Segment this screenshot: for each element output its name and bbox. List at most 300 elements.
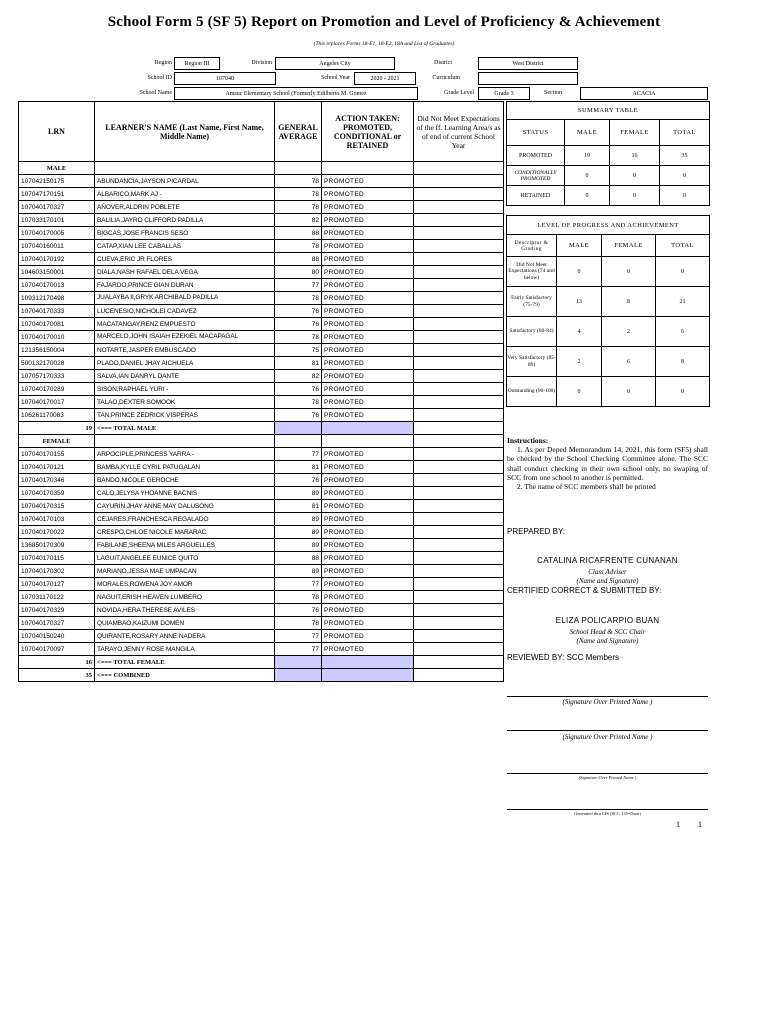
expectations-cell [414, 188, 504, 201]
general-average-cell: 76 [275, 305, 322, 318]
total-male-row-count: 19 [19, 422, 95, 435]
expectations-cell [414, 201, 504, 214]
school-id-value: 107040 [174, 72, 276, 85]
lrn-cell: 107040170329 [19, 604, 95, 617]
curriculum-label: Curriculum [432, 75, 460, 81]
adviser-role: Class Adviser [588, 568, 627, 576]
table-row [19, 357, 504, 370]
signature-line-1 [507, 696, 708, 697]
school-head-name: ELIZA POLICARPIO BUAN [555, 616, 660, 625]
progress-header-row [507, 235, 710, 257]
lrn-cell: 106261170083 [19, 409, 95, 422]
learner-name-cell: FABILANE,SHEENA MILES ARGUELLES [95, 539, 275, 552]
action-taken-cell: PROMOTED [322, 240, 414, 253]
table-row [19, 279, 504, 292]
table-row [19, 565, 504, 578]
table-row [19, 643, 504, 656]
action-taken-cell: PROMOTED [322, 253, 414, 266]
table-row [19, 344, 504, 357]
progress-table [506, 215, 710, 407]
lrn-cell: 107042150175 [19, 175, 95, 188]
page-count: 1 [698, 820, 702, 829]
table-row [19, 526, 504, 539]
general-average-cell: 76 [275, 604, 322, 617]
lrn-cell: 500132170028 [19, 357, 95, 370]
table-row [19, 578, 504, 591]
progress-female-cell: 2 [602, 317, 656, 347]
signature-line-3 [507, 773, 708, 774]
action-taken-cell: PROMOTED [322, 474, 414, 487]
table-row [19, 370, 504, 383]
section-label: Section [544, 90, 562, 96]
action-taken-cell: PROMOTED [322, 331, 414, 344]
learner-name-cell: CATAP,XIAN LEE CABALLAS [95, 240, 275, 253]
expectations-cell [414, 227, 504, 240]
expectations-header: Did Not Meet Expectations of the ff. Learning Area/s as of end of current School Year [414, 102, 504, 162]
instructions-text-2: 2. The name of SCC members shall be printed [517, 482, 656, 492]
table-row [19, 630, 504, 643]
progress-row [507, 317, 710, 347]
table-row [19, 266, 504, 279]
action-taken-cell: PROMOTED [322, 448, 414, 461]
expectations-cell [414, 604, 504, 617]
expectations-cell [414, 643, 504, 656]
table-row [19, 409, 504, 422]
instructions [507, 436, 708, 514]
general-average-cell: 89 [275, 513, 322, 526]
progress-total-cell: 8 [656, 347, 710, 377]
lrn-cell: 107040170097 [19, 643, 95, 656]
progress-header-cell: MALE [557, 235, 602, 257]
action-taken-cell: PROMOTED [322, 344, 414, 357]
table-row [19, 318, 504, 331]
summary-male-cell: 0 [565, 186, 610, 206]
summary-header-cell: STATUS [507, 120, 565, 146]
learner-name-cell: CUEVA,ERIC JR FLORES [95, 253, 275, 266]
page-title: School Form 5 (SF 5) Report on Promotion and Level of Proficiency & Achievement [107, 14, 661, 30]
table-row [19, 240, 504, 253]
learner-name-cell: TALAO,DEXTER SOMOOK [95, 396, 275, 409]
expectations-cell [414, 461, 504, 474]
action-taken-cell: PROMOTED [322, 201, 414, 214]
expectations-cell [414, 240, 504, 253]
expectations-cell [414, 500, 504, 513]
shaded-cell [275, 656, 322, 669]
lrn-cell: 107040170010 [19, 331, 95, 344]
action-taken-cell: PROMOTED [322, 227, 414, 240]
shaded-cell [322, 422, 414, 435]
general-average-cell: 88 [275, 227, 322, 240]
progress-row [507, 377, 710, 407]
summary-title-row [507, 102, 710, 120]
learner-name-cell: MACATANGAY,RENZ EMPUESTO [95, 318, 275, 331]
lrn-cell: 107040170327 [19, 617, 95, 630]
lrn-cell: 107040170017 [19, 396, 95, 409]
action-taken-cell: PROMOTED [322, 396, 414, 409]
summary-status-cell: PROMOTED [507, 146, 565, 166]
table-row [19, 617, 504, 630]
learner-name-cell: ALBARICO,MARK AJ - [95, 188, 275, 201]
signature-caption-1: (Signature Over Printed Name ) [562, 698, 653, 706]
expectations-cell [414, 344, 504, 357]
table-row [19, 539, 504, 552]
action-taken-cell: PROMOTED [322, 214, 414, 227]
general-average-cell: 77 [275, 578, 322, 591]
learner-name-cell: BAMBA,KYLLE CYRIL PATUGALAN [95, 461, 275, 474]
expectations-cell [414, 279, 504, 292]
expectations-cell [414, 617, 504, 630]
general-average-cell: 89 [275, 565, 322, 578]
adviser-hint: (Name and Signature) [576, 577, 639, 585]
progress-header-cell: FEMALE [602, 235, 656, 257]
general-average-cell: 77 [275, 643, 322, 656]
general-average-cell: 77 [275, 630, 322, 643]
female-section-row [19, 435, 504, 448]
lrn-header: LRN [19, 102, 95, 162]
general-average-cell: 76 [275, 318, 322, 331]
empty-cell [275, 435, 322, 448]
instructions-text: 1. As per Deped Memorandum 14, 2021, this form (SF5) shall be checked by the School Checking Committee alone. The SCC shall conduct checking in their own school only, no swaping of SCC from one school to another is permitted. [507, 445, 708, 482]
table-row [19, 188, 504, 201]
progress-descriptor-cell: Satisfactory (80-84) [507, 317, 557, 347]
table-row [19, 305, 504, 318]
action-taken-cell: PROMOTED [322, 500, 414, 513]
progress-row [507, 287, 710, 317]
expectations-cell [414, 513, 504, 526]
school-year-value: 2020 - 2021 [354, 72, 416, 85]
table-row [19, 474, 504, 487]
progress-row [507, 347, 710, 377]
lrn-cell: 107040170289 [19, 383, 95, 396]
action-taken-cell: PROMOTED [322, 604, 414, 617]
general-average-cell: 76 [275, 383, 322, 396]
table-row [19, 383, 504, 396]
table-row [19, 214, 504, 227]
learner-name-cell: MARCELO,JOHN ISAIAH EZEKIEL MACAPAGAL [95, 331, 275, 344]
learner-name-cell: QUIRANTE,ROSARY ANNE NADERA [95, 630, 275, 643]
signature-caption-3: (Signature Over Printed Name ) [578, 775, 637, 780]
general-average-cell: 88 [275, 552, 322, 565]
action-taken-cell: PROMOTED [322, 565, 414, 578]
action-taken-cell: PROMOTED [322, 266, 414, 279]
general-average-cell: 77 [275, 279, 322, 292]
grade-level-value: Grade 3 [478, 87, 530, 100]
summary-row [507, 186, 710, 206]
summary-female-cell: 16 [610, 146, 660, 166]
empty-cell [322, 435, 414, 448]
action-taken-cell: PROMOTED [322, 318, 414, 331]
learner-name-cell: NAGUIT,ERISH HEAVEN LUMBERO [95, 591, 275, 604]
lrn-cell: 107040170121 [19, 461, 95, 474]
progress-total-cell: 0 [656, 377, 710, 407]
progress-total-cell: 6 [656, 317, 710, 347]
district-label: District [434, 60, 452, 66]
female-section-row-label: FEMALE [19, 435, 95, 448]
action-taken-cell: PROMOTED [322, 552, 414, 565]
lrn-cell: 107040150240 [19, 630, 95, 643]
lrn-cell: 107040170315 [19, 500, 95, 513]
learner-name-cell: TARAYO,JENNY ROSE MANGILA [95, 643, 275, 656]
learner-name-cell: LAGUIT,ANGELEE EUNICE QUITO [95, 552, 275, 565]
progress-male-cell: 0 [557, 257, 602, 287]
lrn-cell: 107040170127 [19, 578, 95, 591]
district-value: West District [478, 57, 578, 70]
summary-row [507, 146, 710, 166]
table-row [19, 513, 504, 526]
table-row [19, 487, 504, 500]
learner-name-cell: MARIANO,JESSA MAE UMPACAN [95, 565, 275, 578]
total-male-row [19, 422, 504, 435]
learner-name-cell: MORALES,ROWENA JOY AMOR [95, 578, 275, 591]
progress-male-cell: 2 [557, 347, 602, 377]
expectations-cell [414, 409, 504, 422]
prepared-by-label: PREPARED BY: [507, 527, 566, 536]
learner-name-cell: CRESPO,CHLOE NICOLE MARARAC [95, 526, 275, 539]
region-label: Region [154, 60, 172, 66]
combined-total-row-label: <=== COMBINED [95, 669, 275, 682]
lrn-cell: 107040170302 [19, 565, 95, 578]
male-section-row [19, 162, 504, 175]
general-average-cell: 81 [275, 500, 322, 513]
general-average-cell: 77 [275, 448, 322, 461]
shaded-cell [322, 656, 414, 669]
table-row [19, 604, 504, 617]
table-header-row [19, 102, 504, 162]
reviewed-by-label: REVIEWED BY: SCC Members [507, 653, 620, 662]
summary-header-cell: MALE [565, 120, 610, 146]
action-taken-cell: PROMOTED [322, 617, 414, 630]
empty-cell [322, 162, 414, 175]
summary-status-cell: RETAINED [507, 186, 565, 206]
shaded-cell [275, 669, 322, 682]
expectations-cell [414, 383, 504, 396]
action-taken-cell: PROMOTED [322, 175, 414, 188]
section-value: ACACIA [580, 87, 708, 100]
progress-descriptor-cell: Very Satisfactory (85-89) [507, 347, 557, 377]
lrn-cell: 107040170022 [19, 526, 95, 539]
action-taken-cell: PROMOTED [322, 292, 414, 305]
generated-note: Generated thru LIS (SCC 135-Chair) [574, 811, 641, 816]
lrn-cell: 107033170101 [19, 214, 95, 227]
table-row [19, 227, 504, 240]
action-taken-cell: PROMOTED [322, 383, 414, 396]
table-row [19, 461, 504, 474]
lrn-cell: 107040170155 [19, 448, 95, 461]
progress-female-cell: 8 [602, 287, 656, 317]
region-value: Region III [174, 57, 220, 70]
lrn-cell: 107040170333 [19, 305, 95, 318]
expectations-cell [414, 448, 504, 461]
general-average-cell: 89 [275, 539, 322, 552]
expectations-cell [414, 266, 504, 279]
learner-name-cell: CEJARES,FRANCHESCA REGALADO [95, 513, 275, 526]
table-row [19, 552, 504, 565]
general-average-cell: 76 [275, 409, 322, 422]
general-average-cell: 78 [275, 591, 322, 604]
summary-table [506, 101, 710, 206]
empty-cell [95, 435, 275, 448]
summary-header-cell: FEMALE [610, 120, 660, 146]
expectations-cell [414, 357, 504, 370]
empty-cell [275, 162, 322, 175]
lrn-cell: 107040170346 [19, 474, 95, 487]
action-taken-cell: PROMOTED [322, 370, 414, 383]
table-row [19, 253, 504, 266]
page-number: 1 [676, 820, 680, 829]
general-average-cell: 78 [275, 292, 322, 305]
learner-name-cell: BIGCAS,JOSE FRANCIS SESO [95, 227, 275, 240]
expectations-cell [414, 396, 504, 409]
learner-name-cell: ABUNDANCIA,JAYSON PICARDAL [95, 175, 275, 188]
general-average-cell: 78 [275, 617, 322, 630]
summary-female-cell: 0 [610, 186, 660, 206]
shaded-cell [322, 669, 414, 682]
summary-male-cell: 19 [565, 146, 610, 166]
empty-cell [414, 656, 504, 669]
general-average-cell: 78 [275, 331, 322, 344]
summary-total-cell: 0 [660, 186, 710, 206]
school-name-label: School Name [139, 90, 172, 96]
learner-name-cell: SISON,RAPHAEL YURI - [95, 383, 275, 396]
summary-row [507, 166, 710, 186]
expectations-cell [414, 175, 504, 188]
school-year-label: School Year [320, 75, 350, 81]
general-average-cell: 82 [275, 214, 322, 227]
summary-female-cell: 0 [610, 166, 660, 186]
progress-total-cell: 0 [656, 257, 710, 287]
table-row [19, 175, 504, 188]
progress-descriptor-cell: Fairly Satisfactory (75-79) [507, 287, 557, 317]
combined-total-row-count: 35 [19, 669, 95, 682]
summary-total-cell: 0 [660, 166, 710, 186]
progress-female-cell: 0 [602, 377, 656, 407]
total-male-row-label: <=== TOTAL MALE [95, 422, 275, 435]
progress-header-cell: Descriptor & Grading [507, 235, 557, 257]
learner-name-cell: QUIAMBAO,KAIZUMI DOMEN [95, 617, 275, 630]
instructions-title: Instructions: [507, 436, 549, 445]
lrn-cell: 107057170333 [19, 370, 95, 383]
lrn-cell: 107040170359 [19, 487, 95, 500]
lrn-cell: 107040170115 [19, 552, 95, 565]
signature-line-2 [507, 730, 708, 731]
learner-name-cell: CALO,JELYSA YHOANNE BACNIS [95, 487, 275, 500]
expectations-cell [414, 630, 504, 643]
learner-name-cell: LUCENESIO,NICHOLEI CADAVEZ [95, 305, 275, 318]
learner-name-cell: BANDO,NICOLE GEROCHE [95, 474, 275, 487]
action-taken-cell: PROMOTED [322, 305, 414, 318]
progress-male-cell: 13 [557, 287, 602, 317]
empty-cell [414, 669, 504, 682]
table-row [19, 292, 504, 305]
expectations-cell [414, 487, 504, 500]
summary-status-cell: CONDITIONALLY PROMOTED [507, 166, 565, 186]
progress-header-cell: TOTAL [656, 235, 710, 257]
expectations-cell [414, 526, 504, 539]
lrn-cell: 107040170103 [19, 513, 95, 526]
general-average-cell: 76 [275, 474, 322, 487]
grade-level-label: Grade Level [444, 90, 474, 96]
expectations-cell [414, 552, 504, 565]
summary-header-cell: TOTAL [660, 120, 710, 146]
progress-male-cell: 0 [557, 377, 602, 407]
empty-cell [414, 162, 504, 175]
expectations-cell [414, 370, 504, 383]
learner-name-cell: JUALAYBA II,GRYK ARCHIBALD PADILLA [95, 292, 275, 305]
progress-descriptor-cell: Outstanding (90-100) [507, 377, 557, 407]
learners-table-body [19, 162, 504, 682]
general-average-cell: 78 [275, 396, 322, 409]
lrn-cell: 121356150004 [19, 344, 95, 357]
lrn-cell: 107040170327 [19, 201, 95, 214]
action-taken-cell: PROMOTED [322, 630, 414, 643]
expectations-cell [414, 578, 504, 591]
page-subtitle: (This replaces Forms 18-E1, 18-E2, 18A and List of Graduates) [313, 41, 455, 47]
learner-name-cell: ARPOCIPLE,PRINCESS YARRA - [95, 448, 275, 461]
table-row [19, 591, 504, 604]
progress-title: LEVEL OF PROGRESS AND ACHIEVEMENT [507, 216, 710, 235]
expectations-cell [414, 318, 504, 331]
learner-name-cell: PLADO,DANIEL JHAY AICHUELA [95, 357, 275, 370]
action-header: ACTION TAKEN: PROMOTED, CONDITIONAL or RETAINED [322, 102, 414, 162]
learner-name-cell: BALILIA,JAYRO CLIFFORD PADILLA [95, 214, 275, 227]
action-taken-cell: PROMOTED [322, 526, 414, 539]
general-average-cell: 89 [275, 526, 322, 539]
general-average-cell: 89 [275, 487, 322, 500]
certified-label: CERTIFIED CORRECT & SUBMITTED BY: [507, 586, 662, 595]
action-taken-cell: PROMOTED [322, 643, 414, 656]
table-row [19, 448, 504, 461]
shaded-cell [275, 422, 322, 435]
lrn-cell: 107040170192 [19, 253, 95, 266]
progress-female-cell: 6 [602, 347, 656, 377]
table-row [19, 396, 504, 409]
lrn-cell: 107040170005 [19, 227, 95, 240]
average-header: GENERAL AVERAGE [275, 102, 322, 162]
curriculum-value [478, 72, 578, 85]
school-head-hint: (Name and Signature) [576, 637, 639, 645]
division-label: Division [251, 60, 272, 66]
progress-male-cell: 4 [557, 317, 602, 347]
division-value: Angeles City [275, 57, 395, 70]
progress-row [507, 257, 710, 287]
general-average-cell: 78 [275, 175, 322, 188]
general-average-cell: 81 [275, 461, 322, 474]
progress-total-cell: 21 [656, 287, 710, 317]
lrn-cell: 107031170122 [19, 591, 95, 604]
progress-descriptor-cell: Did Not Meet Expectations (74 and below) [507, 257, 557, 287]
learners-table [18, 101, 504, 682]
action-taken-cell: PROMOTED [322, 539, 414, 552]
combined-total-row [19, 669, 504, 682]
progress-title-row [507, 216, 710, 235]
learner-name-cell: CAYURIN,JHAY ANNE MAY DALUSONG [95, 500, 275, 513]
summary-male-cell: 0 [565, 166, 610, 186]
action-taken-cell: PROMOTED [322, 578, 414, 591]
total-female-row-label: <=== TOTAL FEMALE [95, 656, 275, 669]
general-average-cell: 80 [275, 266, 322, 279]
expectations-cell [414, 539, 504, 552]
male-section-row-label: MALE [19, 162, 95, 175]
expectations-cell [414, 565, 504, 578]
expectations-cell [414, 474, 504, 487]
learner-name-cell: DIALA,NASH RAFAEL DELA VEGA [95, 266, 275, 279]
signature-caption-2: (Signature Over Printed Name ) [562, 733, 653, 741]
total-female-row-count: 16 [19, 656, 95, 669]
learner-name-cell: NOVIDA,HERA THERESE AVILES [95, 604, 275, 617]
action-taken-cell: PROMOTED [322, 487, 414, 500]
lrn-cell: 109312170498 [19, 292, 95, 305]
summary-header-row [507, 120, 710, 146]
